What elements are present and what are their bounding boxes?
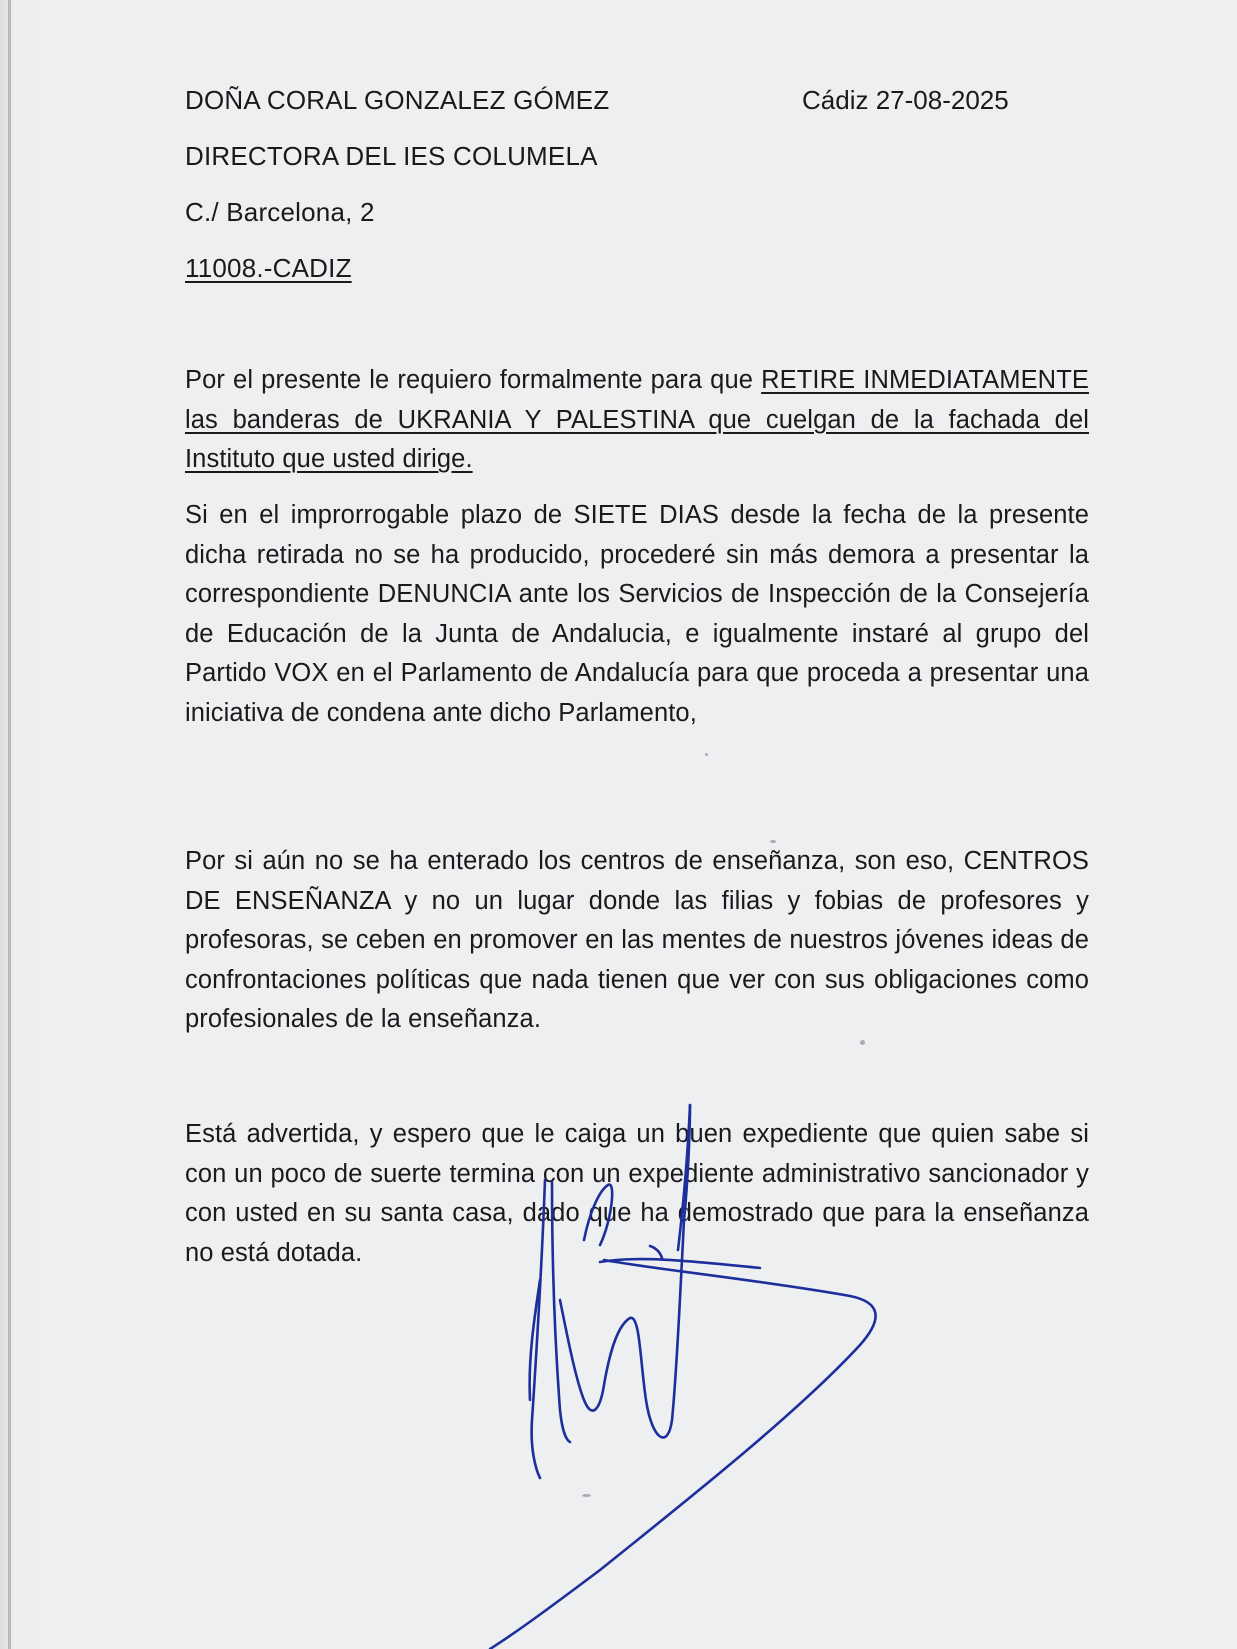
recipient-title: DIRECTORA DEL IES COLUMELA [185,141,598,171]
scan-speck [582,1494,591,1497]
paragraph-centers: Por si aún no se ha enterado los centros de enseñanza, son eso, CENTROS DE ENSEÑANZA y no un lugar donde las filias y fobias de profesores y profesoras, se ceben en promover en las mentes de nuestros jóvenes ideas de confrontaciones políticas que nada tienen que ver con sus obligaciones como profesionales de la enseñanza. [185,847,1089,1033]
scan-speck [705,753,708,756]
recipient-postal-city: 11008.-CADIZ [185,253,352,283]
paragraph-deadline: Si en el improrrogable plazo de SIETE DIAS desde la fecha de la presente dicha retirada no se ha producido, procederé sin más demora a presentar la correspondiente DENUNCIA ante los Servicios de Inspección de la Consejería de Educación de la Junta de Andalucia, e igualmente instaré al grupo del Partido VOX en el Parlamento de Andalucía para que proceda a presentar una iniciativa de condena ante dicho Parlamento, [185,501,1089,727]
page-edge [8,0,11,1649]
scan-speck [770,840,776,843]
scan-speck [860,1040,865,1045]
paragraph-demand-lead: Por el presente le requiero formalmente para que [185,366,762,394]
paragraph-demand-underlined: RETIRE INMEDIATAMENTE las banderas de UKRANIA Y PALESTINA que cuelgan de la fachada del Instituto que usted dirige. [185,366,1089,473]
recipient-street: C./ Barcelona, 2 [185,197,375,227]
letter-date: Cádiz 27-08-2025 [802,85,1009,115]
paragraph-demand [185,361,1089,480]
paragraph-warning: Está advertida, y espero que le caiga un buen expediente que quien sabe si con un poco de suerte termina con un expediente administrativo sancionador y con usted en su santa casa, dado que ha demostrado que para la enseñanza no está dotada. [185,1120,1089,1267]
recipient-name: DOÑA CORAL GONZALEZ GÓMEZ [185,85,610,115]
